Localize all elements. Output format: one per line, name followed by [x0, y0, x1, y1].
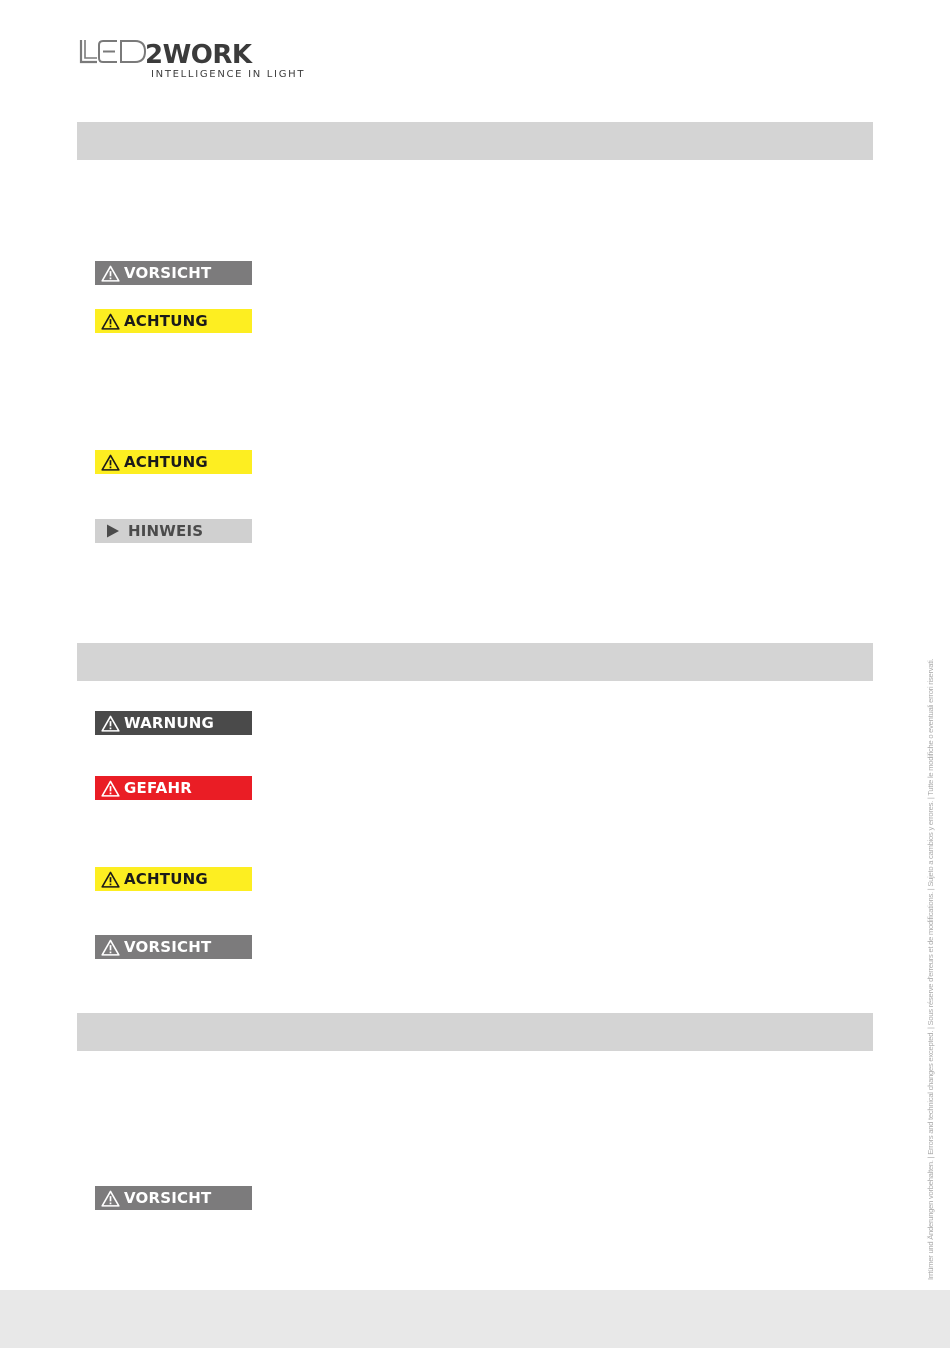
badge-label: HINWEIS	[128, 521, 204, 540]
badge-label: VORSICHT	[124, 937, 212, 956]
hinweis-badge	[95, 519, 252, 543]
warning-triangle-icon	[101, 1190, 120, 1207]
section-header-band	[77, 1013, 873, 1051]
section-header-band	[77, 643, 873, 681]
warning-triangle-icon	[101, 265, 120, 282]
badge-label: ACHTUNG	[124, 311, 208, 330]
achtung-badge	[95, 309, 252, 333]
vorsicht-badge	[95, 935, 252, 959]
badge-label: GEFAHR	[124, 778, 192, 797]
logo-tagline: INTELLIGENCE IN LIGHT	[151, 69, 306, 80]
achtung-badge	[95, 867, 252, 891]
warning-triangle-icon	[101, 780, 120, 797]
svg-text:2WORK: 2WORK	[145, 40, 252, 68]
legal-disclaimer: Irrtümer und Änderungen vorbehalten. | Errors and technical changes excepted. | Sous réserve d'erreurs et de modifications. | Sujeto a cambios y errores. | Tutte le modifiche o eventuali errori riservati.	[926, 658, 935, 1280]
warning-triangle-icon	[101, 715, 120, 732]
play-arrow-icon	[106, 524, 120, 538]
warning-triangle-icon	[101, 939, 120, 956]
vorsicht-badge	[95, 1186, 252, 1210]
badge-label: VORSICHT	[124, 263, 212, 282]
badge-label: VORSICHT	[124, 1188, 212, 1207]
warning-triangle-icon	[101, 454, 120, 471]
badge-label: WARNUNG	[124, 713, 215, 732]
page-footer	[0, 1290, 950, 1348]
badge-label: ACHTUNG	[124, 869, 208, 888]
badge-label: ACHTUNG	[124, 452, 208, 471]
warnung-badge	[95, 711, 252, 735]
brand-logo	[77, 38, 306, 84]
section-header-band	[77, 122, 873, 160]
logo-wordmark-icon	[77, 38, 302, 68]
achtung-badge	[95, 450, 252, 474]
warning-triangle-icon	[101, 871, 120, 888]
warning-triangle-icon	[101, 313, 120, 330]
vorsicht-badge	[95, 261, 252, 285]
gefahr-badge	[95, 776, 252, 800]
